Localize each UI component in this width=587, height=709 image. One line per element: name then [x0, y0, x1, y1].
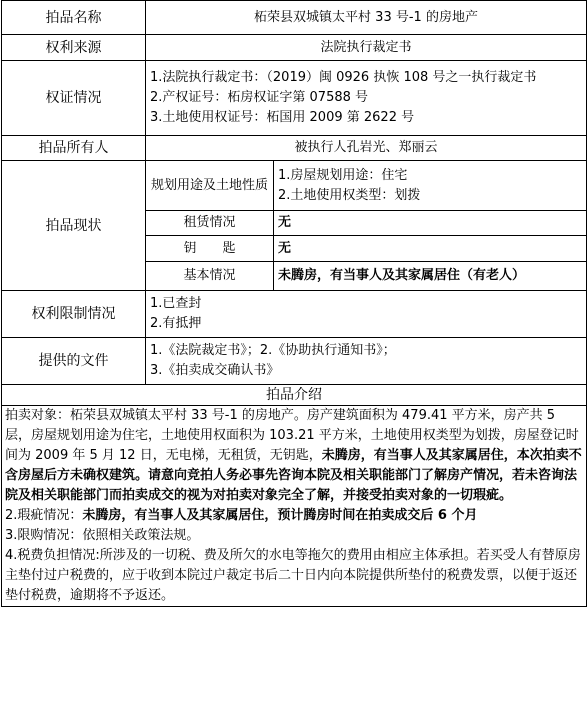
auction-info-table	[1, 0, 587, 607]
intro-paragraph-restriction: 3.限购情况：依照相关政策法规。	[5, 528, 200, 543]
planning-value	[274, 161, 587, 211]
defects-prefix: 2.瑕疵情况：	[5, 508, 83, 523]
restriction-line: 2.有抵押	[150, 316, 202, 331]
intro-object-text: 拍卖对象：柘荣县双城镇太平村 33 号-1 的房地产。房产建筑面积为 479.41 平方米，房产共 5 层，房屋规划用途为住宅，土地使用权面积为 103.21 平方米，土地使用权类型为划拨，房屋登记时间为 2009 年 5 月 12 日，无电梯，无租赁，无钥匙，	[5, 408, 579, 463]
documents-value	[146, 338, 587, 385]
rights-source-value: 法院执行裁定书	[146, 35, 587, 61]
restrictions-label: 权利限制情况	[2, 291, 146, 338]
restriction-line: 1.已查封	[150, 296, 202, 311]
certificate-line: 3.土地使用权证号：柘国用 2009 第 2622 号	[150, 110, 415, 125]
row-status-planning	[2, 161, 587, 211]
document-line: 3.《拍卖成交确认书》	[150, 363, 280, 378]
defects-text: 未腾房，有当事人及其家属居住，预计腾房时间在拍卖成交后 6 个月	[82, 508, 478, 523]
owner-value: 被执行人孔岩光、郑丽云	[146, 136, 587, 161]
intro-paragraph-defects	[5, 506, 583, 526]
certificate-line: 1.法院执行裁定书：（2019）闽 0926 执恢 108 号之一执行裁定书	[150, 70, 537, 85]
row-intro-title	[2, 385, 587, 406]
certificates-label: 权证情况	[2, 61, 146, 136]
intro-paragraph-object	[5, 406, 583, 506]
row-rights-source	[2, 35, 587, 61]
planning-line: 2.土地使用权类型：划拨	[278, 187, 421, 203]
lease-label: 租赁情况	[146, 211, 274, 236]
keys-value: 无	[274, 236, 587, 262]
keys-label: 钥 匙	[146, 236, 274, 262]
intro-paragraph-taxes: 4.税费负担情况:所涉及的一切税、费及所欠的水电等拖欠的费用由相应主体承担。若买受人有替原房主垫付过户税费的，应于收到本院过户裁定书后二十日内向本院提供所垫付的税费发票，以便于返还垫付税费，逾期将不予返还。	[5, 548, 581, 603]
basic-label: 基本情况	[146, 262, 274, 291]
restrictions-value	[146, 291, 587, 338]
intro-object-warning: 未腾房，有当事人及其家属居住，本次拍卖不含房屋后方未确权建筑。请意向竞拍人务必事先咨询本院及相关职能部门了解房产情况，若未咨询法院及相关职能部门而拍卖成交的视为对拍卖对象完全了解，并接受拍卖对象的一切瑕疵。	[5, 448, 582, 503]
lease-value: 无	[274, 211, 587, 236]
basic-value: 未腾房，有当事人及其家属居住（有老人）	[274, 262, 587, 291]
item-name-label: 拍品名称	[2, 1, 146, 35]
documents-label: 提供的文件	[2, 338, 146, 385]
intro-body	[2, 406, 587, 607]
owner-label: 拍品所有人	[2, 136, 146, 161]
row-documents	[2, 338, 587, 385]
rights-source-label: 权利来源	[2, 35, 146, 61]
row-owner	[2, 136, 587, 161]
row-intro-body	[2, 406, 587, 607]
certificates-value	[146, 61, 587, 136]
certificate-line: 2.产权证号：柘房权证字第 07588 号	[150, 90, 369, 105]
intro-title: 拍品介绍	[2, 385, 587, 406]
row-restrictions	[2, 291, 587, 338]
item-name-value: 柘荣县双城镇太平村 33 号-1 的房地产	[146, 1, 587, 35]
row-item-name	[2, 1, 587, 35]
planning-line: 1.房屋规划用途：住宅	[278, 167, 408, 183]
status-label: 拍品现状	[2, 161, 146, 291]
document-line: 1.《法院裁定书》；2.《协助执行通知书》；	[150, 343, 396, 358]
planning-label: 规划用途及土地性质	[146, 161, 274, 211]
row-certificates	[2, 61, 587, 136]
